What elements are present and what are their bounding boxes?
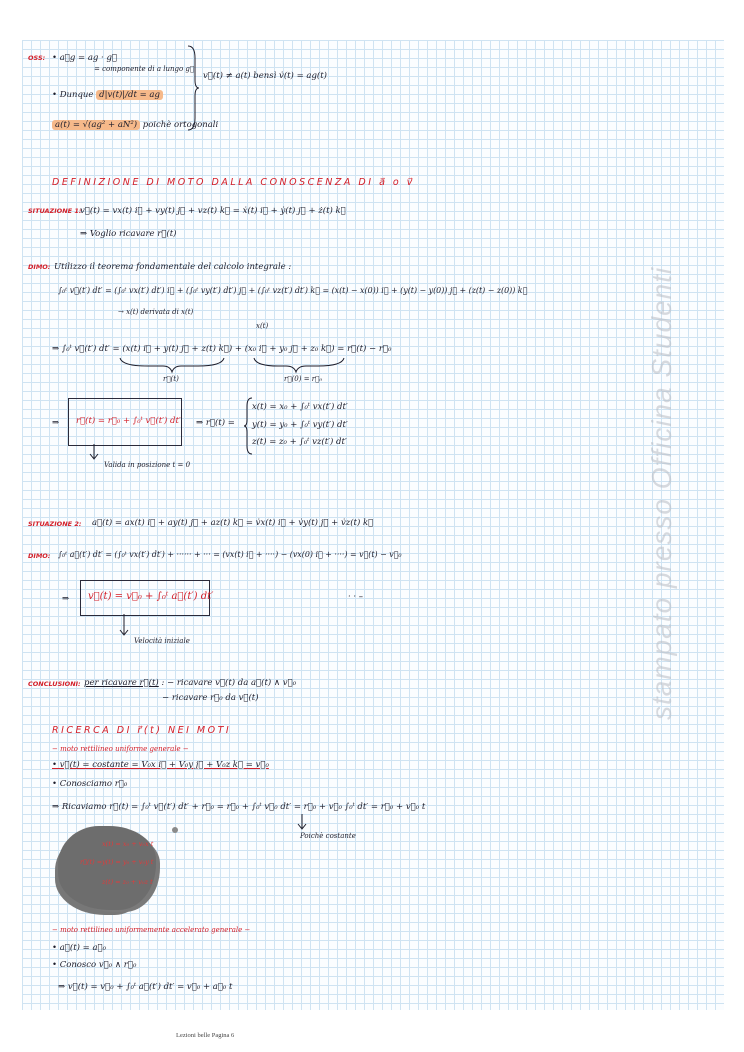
- situation-1-equation: v⃗(t) = vx(t) i⃗ + vy(t) j⃗ + vz(t) k⃗ = ẋ(t) i⃗ + ẏ(t) j⃗ + ż(t) k⃗: [80, 206, 346, 216]
- page-footer: Lezioni belle Pagina 6: [176, 1032, 235, 1039]
- dimo-1-system-y: y(t) = y₀ + ∫₀ᵗ vy(t′) dt′: [252, 420, 348, 430]
- blob-prefix: r⃗(t) =: [80, 858, 103, 866]
- definition-title: DEFINIZIONE DI MOTO DALLA CONOSCENZA DI a⃗ o v⃗: [52, 177, 415, 188]
- dimo-1-boxed-formula: r⃗(t) = r⃗₀ + ∫₀ᵗ v⃗(t′) dt′: [76, 416, 181, 426]
- dimo-2-label: DIMO:: [28, 552, 51, 560]
- ricerca-line-3: ⇒ Ricaviamo r⃗(t) = ∫₀ᵗ v⃗(t′) dt′ + r⃗₀ = r⃗₀ + ∫₀ᵗ v⃗₀ dt′ = r⃗₀ + v⃗₀ ∫₀ᵗ dt′ = r⃗₀ + v⃗₀ t: [52, 802, 426, 812]
- dimo-1-label: DIMO:: [28, 263, 51, 271]
- smudged-system-blob: [58, 826, 156, 910]
- ricerca-accel-line-2: • Conosco v⃗₀ ∧ r⃗₀: [52, 960, 137, 970]
- dimo-1-equation-1-note: → x(t) derivata di x(t): [118, 308, 194, 316]
- oss-line-1-note: = componente di a lungo g⃗: [94, 65, 195, 73]
- dimo-1-box-note: Valida in posizione t = 0: [104, 461, 191, 469]
- ricerca-motion-1-title: − moto rettilineo uniforme generale −: [52, 745, 189, 753]
- dimo-1-brace-label-2: r⃗(0) = r⃗₀: [284, 375, 323, 383]
- dimo-1-equation-2: ⇒ ∫₀ᵗ v⃗(t′) dt′ = (x(t) i⃗ + y(t) j⃗ + z(t) k⃗) + (x₀ i⃗ + y₀ j⃗ + z₀ k⃗) = r⃗(t) − r⃗₀: [52, 344, 392, 354]
- conclusions-line-1: [84, 678, 296, 688]
- oss-right-note: v⃗(t) ≠ a(t) bensì v̇(t) = ag(t): [203, 71, 327, 81]
- situation-2-equation: a⃗(t) = ax(t) i⃗ + ay(t) j⃗ + az(t) k⃗ = v̇x(t) i⃗ + v̇y(t) j⃗ + v̇z(t) k⃗: [92, 518, 374, 528]
- conclusions-line-2: − ricavare r⃗₀ da v⃗(t): [162, 693, 259, 703]
- ricerca-line-2: • Conosciamo r⃗₀: [52, 779, 128, 789]
- dimo-1-arrow: ⇒: [52, 418, 60, 428]
- conclusions-line-1-rest: : − ricavare v⃗(t) da a⃗(t) ∧ v⃗₀: [161, 678, 297, 688]
- ricerca-line-1: • v⃗(t) = costante = V₀x i⃗ + V₀y j⃗ + V₀z k⃗ = v⃗₀: [52, 760, 269, 770]
- grey-dot: [171, 826, 179, 834]
- ricerca-title: RICERCA DI r⃗(t) NEI MOTI: [52, 725, 232, 736]
- ricerca-accel-line-1: • a⃗(t) = a⃗₀: [52, 943, 107, 953]
- dimo-1-note-arrow: [88, 444, 100, 462]
- dimo-1-equation-1: ∫₀ᵗ v⃗(t′) dt′ = (∫₀ᵗ vx(t′) dt′) i⃗ + (∫₀ᵗ vy(t′) dt′) j⃗ + (∫₀ᵗ vz(t′) dt′) k⃗ = (x(t) − x(0)) i⃗ + (y(t) − y(0)) j⃗ + (z(t) − z(0)) k⃗: [58, 286, 528, 295]
- blob-line-y: y(t) = y₀ + v₀y t: [102, 858, 154, 866]
- situation-1-label: SITUAZIONE 1:: [28, 207, 82, 215]
- conclusions-label: CONCLUSIONI:: [28, 680, 81, 688]
- dimo-2-arrow: ⇒: [62, 594, 70, 604]
- ricerca-line-3-note: Poichè costante: [300, 832, 356, 840]
- dimo-1-intro: Utilizzo il teorema fondamentale del calcolo integrale :: [54, 262, 292, 272]
- ricerca-motion-2-title: − moto rettilineo uniformemente accelerato generale −: [52, 926, 251, 934]
- watermark: stampato presso Officina Studenti: [646, 266, 677, 720]
- dimo-1-above-note: x(t): [256, 322, 269, 330]
- oss-line-3-suffix: poichè ortogonali: [142, 120, 219, 130]
- ricerca-note-arrow: [296, 814, 308, 832]
- blob-line-x: x(t) = x₀ + v₀x t: [102, 840, 154, 848]
- dimo-2-equation: ∫₀ᵗ a⃗(t′) dt′ = (∫₀ᵗ vx(t′) dt′) + ······ + ··· = (vx(t) i⃗ + ····) − (vx(0) i⃗ + ····) = v⃗(t) − v⃗₀: [58, 550, 402, 559]
- oss-line-2-prefix: • Dunque: [52, 90, 94, 100]
- dimo-1-underbraces: [118, 356, 354, 374]
- oss-line-2-highlight: d|v(t)|/dt = ag: [96, 90, 163, 100]
- dimo-1-system-z: z(t) = z₀ + ∫₀ᵗ vz(t′) dt′: [252, 437, 347, 447]
- oss-line-1: • a⃗g = ag · g⃗: [52, 53, 118, 63]
- blob-line-z: z(t) = z₀ + v₀z t: [102, 878, 153, 886]
- oss-label: OSS:: [28, 54, 46, 62]
- conclusions-underlined: per ricavare r⃗(t): [84, 678, 159, 688]
- oss-brace: [186, 44, 200, 132]
- dimo-2-box-note: Velocità iniziale: [134, 637, 190, 645]
- ricerca-accel-line-3: ⇒ v⃗(t) = v⃗₀ + ∫₀ᵗ a⃗(t′) dt′ = v⃗₀ + a⃗₀ t: [58, 982, 233, 992]
- situation-2-label: SITUAZIONE 2:: [28, 520, 82, 528]
- dimo-1-system-prefix: ⇒ r⃗(t) =: [196, 418, 235, 428]
- dimo-1-brace-label-1: r⃗(t): [163, 375, 179, 383]
- oss-line-2: [52, 90, 163, 100]
- dimo-1-system-x: x(t) = x₀ + ∫₀ᵗ vx(t′) dt′: [252, 402, 348, 412]
- dimo-2-dots: · · –: [348, 592, 364, 602]
- oss-line-3-highlight: a(t) = √(ag² + aN²): [52, 120, 140, 130]
- situation-1-goal: ⇒ Voglio ricavare r⃗(t): [80, 229, 177, 239]
- dimo-2-note-arrow: [118, 614, 130, 638]
- dimo-2-boxed-formula: v⃗(t) = v⃗₀ + ∫₀ᵗ a⃗(t′) dt′: [88, 591, 214, 602]
